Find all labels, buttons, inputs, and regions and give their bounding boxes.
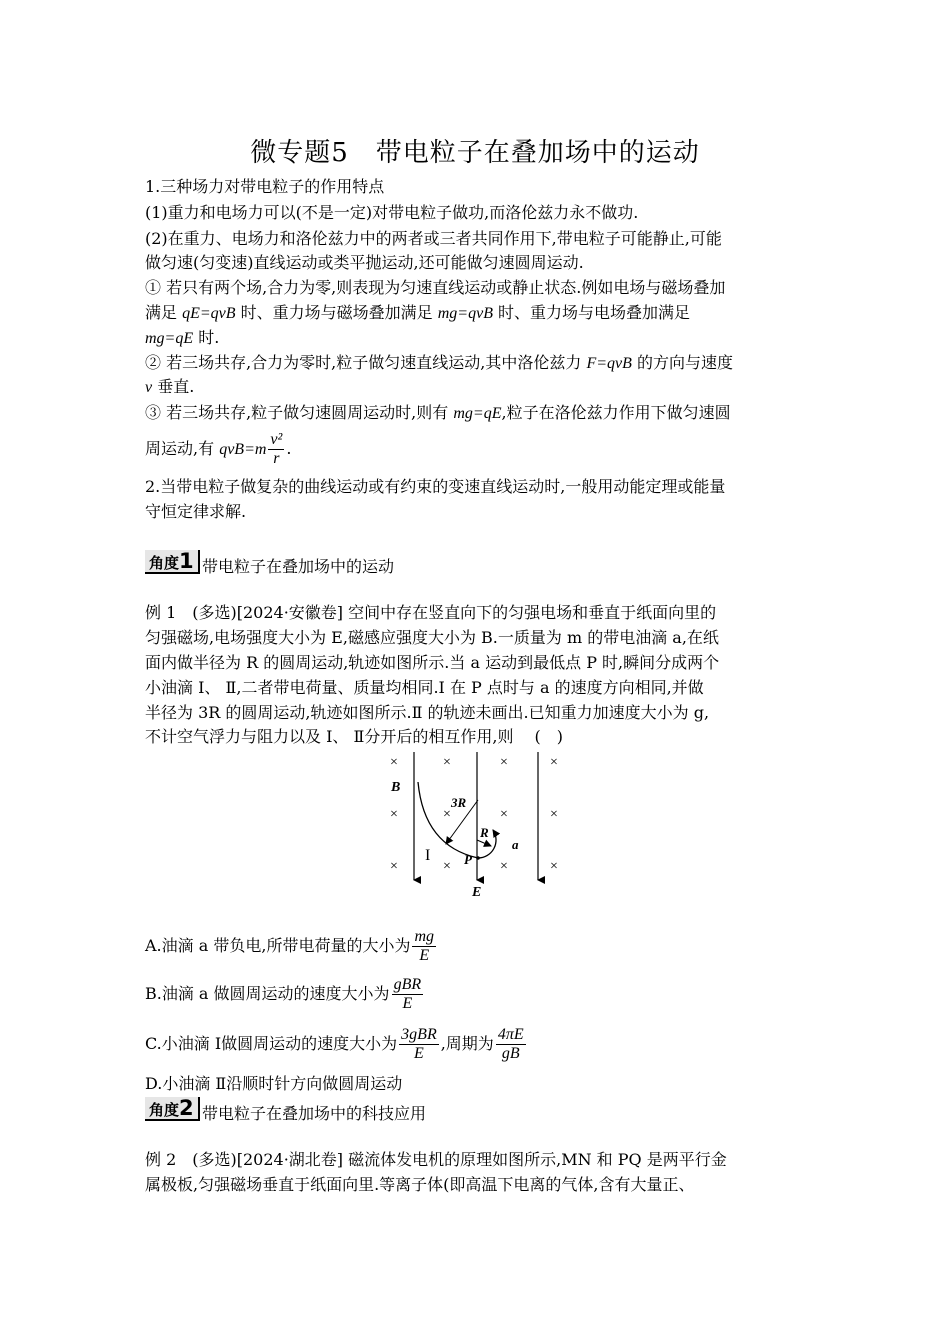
cross-mark: × — [390, 859, 398, 874]
option-b — [145, 974, 810, 1014]
badge-number: 2 — [179, 1096, 194, 1120]
text: 的方向与速度 — [631, 353, 733, 372]
example-2-line-1: 例 2 (多选)[2024·湖北卷] 磁流体发电机的原理如图所示,MN 和 PQ 是两平行金 — [145, 1150, 727, 1169]
text: . — [286, 439, 292, 458]
page-title: 微专题5 带电粒子在叠加场中的运动 — [250, 138, 700, 168]
paragraph-4a: ① 若只有两个场,合力为零,则表现为匀速直线运动或静止状态.例如电场与磁场叠加 — [145, 278, 726, 297]
paragraph-5b — [145, 376, 810, 399]
paragraph-6b — [145, 428, 810, 471]
paragraph-4c — [145, 327, 810, 350]
angle-badge-1 — [145, 550, 200, 574]
paragraph-1: 1.三种场力对带电粒子的作用特点 — [145, 177, 385, 196]
cross-mark: × — [500, 859, 508, 874]
text: 时、重力场与磁场叠加满足 — [235, 303, 438, 322]
label-P: P — [464, 852, 472, 867]
label-3R: 3R — [451, 795, 467, 810]
fraction-denominator: E — [419, 947, 430, 964]
formula: v — [145, 379, 153, 396]
option-b-text: B.油滴 a 做圆周运动的速度大小为 — [145, 984, 390, 1003]
paragraph-4b — [145, 302, 810, 325]
badge-number: 1 — [179, 549, 194, 573]
field-diagram — [380, 748, 580, 900]
text: 垂直. — [152, 377, 195, 396]
cross-mark: × — [550, 755, 558, 770]
angle-badge-2 — [145, 1097, 200, 1121]
option-c — [145, 1024, 810, 1064]
label-I: I — [425, 847, 431, 864]
fraction — [399, 1026, 439, 1063]
formula: F=qvB — [586, 355, 632, 372]
radius-R — [477, 840, 491, 846]
option-a — [145, 926, 810, 966]
example-1-line-2: 匀强磁场,电场强度大小为 E,磁感应强度大小为 B.一质量为 m 的带电油滴 a,在纸 — [145, 628, 719, 647]
formula: mg=qE — [145, 330, 194, 347]
fraction — [496, 1026, 526, 1063]
cross-mark: × — [500, 755, 508, 770]
label-B: B — [391, 780, 401, 795]
angle-title-2: 带电粒子在叠加场中的科技应用 — [202, 1104, 427, 1123]
fraction — [268, 431, 284, 468]
formula: mg=qvB — [437, 305, 493, 322]
option-a-text: A.油滴 a 带负电,所带电荷量的大小为 — [145, 936, 411, 955]
cross-mark: × — [443, 755, 451, 770]
example-1-line-5: 半径为 3R 的圆周运动,轨迹如图所示.Ⅱ 的轨迹未画出.已知重力加速度大小为 g, — [145, 703, 710, 722]
fraction-numerator: mg — [414, 928, 435, 945]
text: 时、重力场与电场叠加满足 — [492, 303, 691, 322]
text: ,粒子在洛伦兹力作用下做匀速圆 — [501, 403, 731, 422]
example-1-line-4: 小油滴 Ⅰ、 Ⅱ,二者带电荷量、质量均相同.Ⅰ 在 P 点时与 a 的速度方向相同,并做 — [145, 678, 704, 697]
paragraph-7a: 2.当带电粒子做复杂的曲线运动或有约束的变速直线运动时,一般用动能定理或能量 — [145, 477, 726, 496]
fraction-numerator: v² — [270, 431, 283, 448]
angle-title-1: 带电粒子在叠加场中的运动 — [202, 557, 395, 576]
example-1-line-1: 例 1 (多选)[2024·安徽卷] 空间中存在竖直向下的匀强电场和垂直于纸面向里的 — [145, 603, 717, 622]
option-d: D.小油滴 Ⅱ沿顺时针方向做圆周运动 — [145, 1074, 403, 1093]
paragraph-6a — [145, 402, 810, 425]
label-R: R — [480, 825, 489, 840]
formula: qE=qvB — [182, 305, 236, 322]
fraction-denominator: r — [273, 450, 280, 467]
text: 满足 — [145, 303, 183, 322]
label-E: E — [472, 885, 482, 900]
example-2-line-2: 属极板,匀强磁场垂直于纸面向里.等离子体(即高温下电离的气体,含有大量正、 — [145, 1175, 695, 1194]
fraction — [412, 928, 436, 965]
point-P — [476, 856, 480, 860]
paragraph-3b: 做匀速(匀变速)直线运动或类平抛运动,还可能做匀速圆周运动. — [145, 253, 584, 272]
cross-mark: × — [550, 807, 558, 822]
cross-mark: × — [390, 755, 398, 770]
fraction-denominator: E — [414, 1045, 424, 1062]
cross-mark: × — [390, 807, 398, 822]
fraction-denominator: gB — [501, 1045, 520, 1062]
text: 时. — [193, 328, 220, 347]
cross-mark: × — [500, 807, 508, 822]
fraction-numerator: gBR — [393, 976, 422, 993]
paragraph-2: (1)重力和电场力可以(不是一定)对带电粒子做功,而洛伦兹力永不做功. — [145, 203, 639, 222]
text: 周运动,有 — [145, 439, 220, 458]
option-c-text: C.小油滴 Ⅰ做圆周运动的速度大小为 — [145, 1034, 398, 1053]
example-1-line-6: 不计空气浮力与阻力以及 Ⅰ、 Ⅱ分开后的相互作用,则 ( ) — [145, 727, 564, 746]
badge-word: 角度 — [149, 1101, 180, 1119]
fraction-numerator: 4πE — [497, 1026, 524, 1043]
fraction-numerator: 3gBR — [401, 1026, 437, 1043]
cross-mark: × — [443, 859, 451, 874]
formula: qvB=m — [219, 441, 267, 458]
option-c-mid: ,周期为 — [440, 1034, 494, 1053]
badge-word: 角度 — [149, 554, 180, 572]
fraction-denominator: E — [402, 995, 413, 1012]
example-1-line-3: 面内做半径为 R 的圆周运动,轨迹如图所示.当 a 运动到最低点 P 时,瞬间分成两个 — [145, 653, 720, 672]
text: ③ 若三场共存,粒子做匀速圆周运动时,则有 — [145, 403, 454, 422]
label-a: a — [512, 837, 519, 852]
fraction — [392, 976, 424, 1013]
formula: mg=qE — [453, 405, 502, 422]
paragraph-7b: 守恒定律求解. — [145, 502, 247, 521]
paragraph-5a — [145, 352, 810, 375]
cross-mark: × — [443, 807, 451, 822]
text: ② 若三场共存,合力为零时,粒子做匀速直线运动,其中洛伦兹力 — [145, 353, 587, 372]
paragraph-3a: (2)在重力、电场力和洛伦兹力中的两者或三者共同作用下,带电粒子可能静止,可能 — [145, 229, 722, 248]
cross-mark: × — [550, 859, 558, 874]
